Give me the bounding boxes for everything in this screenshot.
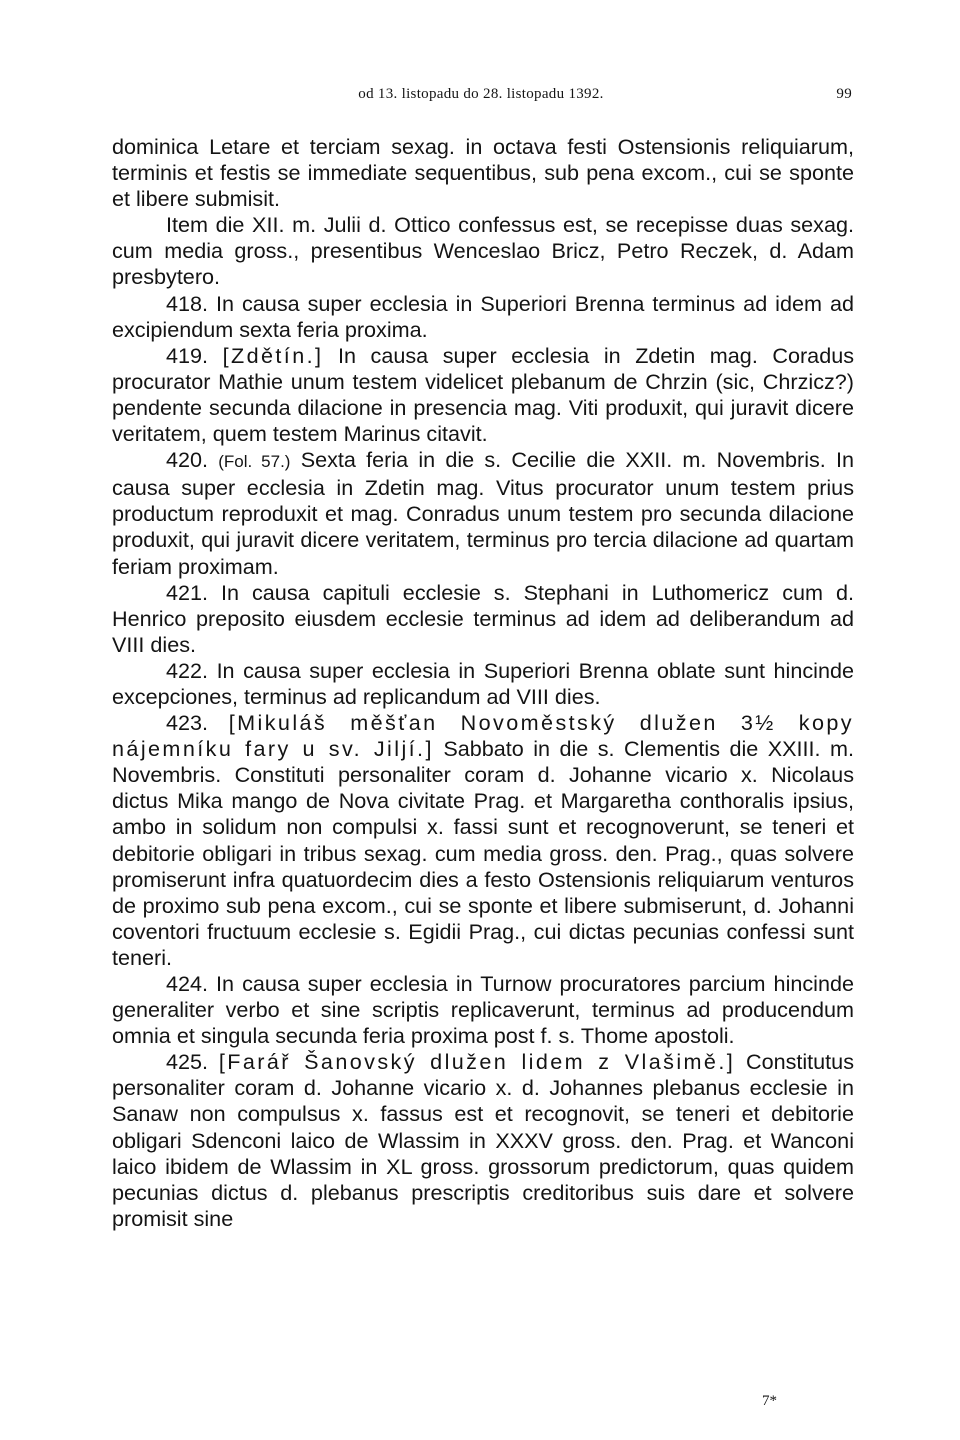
paragraph-425: [112, 1049, 854, 1232]
entry-text: Sabbato in die s. Clementis die XXIII. m. Novembris. Constituti personaliter coram d. Johanne vicario x. Nicolaus dictus Mika mango de Nova civitate Prag. et Margaretha conthoralis ipsius, ambo in solidum non compulsi x. fassi sunt et recognoverunt, se teneri et debitorie obligari in tribus sexag. cum media gross. den. Prag., quas solvere promiserunt infra quatuordecim dies a festo Ostensionis reliquiarum venturos de proximo sub pena excom., cui se sponte et libere submiserunt, d. Johanni coventori fructuum ecclesie s. Egidii Prag., cui dictas pecunias confessi sunt teneri.: [112, 736, 854, 970]
paragraph-418: 418. In causa super ecclesia in Superiori Brenna terminus ad idem ad excipiendum sexta feria proxima.: [112, 290, 854, 342]
paragraph-422: 422. In causa super ecclesia in Superiori Brenna oblate sunt hincinde excepciones, terminus ad replicandum ad VIII dies.: [112, 657, 854, 709]
folio-reference: (Fol. 57.): [218, 452, 291, 472]
paragraph-419: [112, 343, 854, 447]
page-number: 99: [836, 86, 852, 102]
running-title: od 13. listopadu do 28. listopadu 1392.: [358, 86, 604, 102]
signature-mark: 7*: [762, 1393, 777, 1409]
entry-number: 425.: [166, 1049, 209, 1075]
running-head: [110, 86, 852, 110]
entry-text: Constitutus personaliter coram d. Johanne vicario x. d. Johannes plebanus ecclesie in Sanaw non compulsus x. fassus est et recognovit, se teneri et debitorie obligari Sdenconi laico de Wlassim in XXXV gross. den. Prag. et Wanconi laico ibidem de Wlassim in XL gross. grossorum predictorum, quas quidem pecunias dictus d. plebanus prescriptis creditoribus suis dare et solvere promisit sine: [112, 1049, 854, 1231]
entry-text-lead: In causa super ecclesia in Zdetin mag.: [337, 342, 758, 368]
entry-heading: [Farář Šanovský dlužen lidem z Vlašimě.]: [218, 1049, 736, 1075]
entry-number: 423.: [166, 710, 209, 736]
paragraph-423: [112, 710, 854, 971]
entry-text: Coradus procurator Mathie unum testem videlicet plebanum de Chrzin (sic, Chrzicz?) pendente secunda dilacione in presencia mag. Viti produxit, qui juravit dicere veritatem, quem testem Marinus citavit.: [112, 342, 855, 447]
body-text: [112, 134, 854, 1232]
paragraph-421: 421. In causa capituli ecclesie s. Stephani in Luthomericz cum d. Henrico preposito eiusdem ecclesie terminus ad idem ad deliberandum ad VIII dies.: [112, 579, 854, 657]
paragraph-424: 424. In causa super ecclesia in Turnow procuratores parcium hincinde generaliter verbo et sine scriptis replicaverunt, terminus ad producendum omnia et singula secunda feria proxima post f. s. Thome apostoli.: [112, 971, 854, 1049]
paragraph-continuation: dominica Letare et terciam sexag. in octava festi Ostensionis reliquiarum, terminis et festis se immediate sequentibus, sub pena excom., cui se sponte et libere submisit.: [112, 134, 854, 212]
entry-number: 419.: [166, 342, 209, 368]
paragraph-420: [112, 447, 854, 579]
entry-place-heading: [Zdětín.]: [222, 342, 324, 368]
entry-heading: [Mikuláš měšťan Novoměstský dlužen 3½ kopy nájemníku fary u sv. Jiljí.]: [112, 710, 854, 762]
paragraph-item-die: Item die XII. m. Julii d. Ottico confessus est, se recepisse duas sexag. cum media gross., presentibus Wenceslao Bricz, Petro Reczek, d. Adam presbytero.: [112, 212, 854, 290]
entry-number: 420.: [166, 447, 209, 473]
entry-text: Sexta feria in die s. Cecilie die XXII. m. Novembris. In causa super ecclesia in Zdetin mag. Vitus procurator unum testem prius productum reproduxit et mag. Conradus unum testem pro secunda dilacione produxit, qui juravit dicere veritatem, terminus pro tercia dilacione ad quartam feriam proximam.: [112, 447, 855, 579]
